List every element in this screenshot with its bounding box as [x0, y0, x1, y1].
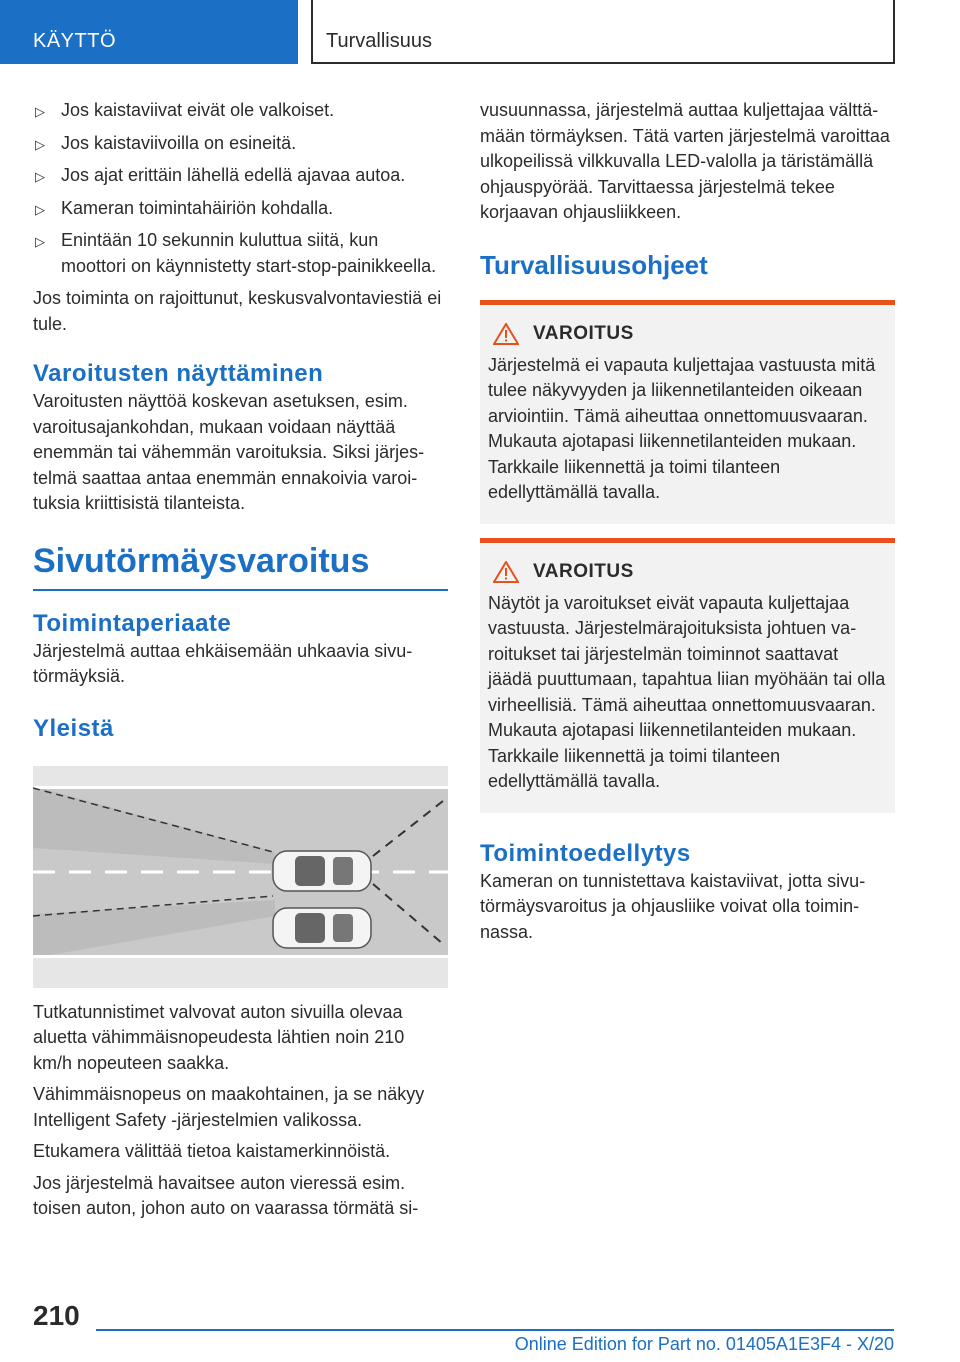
principle-heading: Toimintaperiaate [33, 609, 232, 637]
chapter-tab [0, 0, 298, 64]
min-speed-text: Vähimmäisnopeus on maakohtainen, ja se näkyy Intelligent Safety -järjestelmien valikossa. [33, 1084, 425, 1130]
warnings-display-text: Varoitusten näyttöä koskevan asetuksen, esim. varoitusajankohdan, mukaan voidaan näyttää enemmän tai vähemmän varoituksia. Siksi järjestelmä saattaa antaa enemmän ennakoivia varoituksia kriittisistä tilanteista. [33, 391, 425, 513]
radar-text: Tutkatunnistimet valvovat auton sivuilla olevaa aluetta vähimmäisnopeudesta lähtien noin 210 km/h nopeuteen saakka. [33, 1001, 405, 1073]
car-top [273, 851, 371, 891]
general-heading: Yleistä [33, 714, 114, 742]
warning-text: Näytöt ja varoitukset eivät vapauta kuljettajaa vastuusta. Järjestelmärajoituksista johtuen varoitukset tai järjestelmän toiminnot saattavat jäädä puuttumaan, tapahtua liian myöhään tai olla virheellisiä. Tämä aiheuttaa onnettomuusvaaran. Mukauta ajotapasi liikennetilanteiden mukaan. Tarkkaile liikennettä ja toimi tilanteen edellyttämällä tavalla. [488, 592, 886, 791]
requirement-heading: Toimintoedellytys [480, 839, 691, 867]
warning-text: Järjestelmä ei vapauta kuljettajaa vastuusta mitä tulee näkyvyyden ja liikennetilanteiden oikeaan arviointiin. Tämä aiheuttaa onnettomuusvaaran. Mukauta ajotapasi liikennetilanteiden mukaan. Tarkkaile liikennettä ja toimi tilanteen edellyttämällä tavalla. [488, 354, 876, 502]
triangle-bullet-icon: ▷ [35, 169, 45, 184]
lane-illustration [33, 766, 448, 988]
chapter-title: KÄYTTÖ [33, 30, 117, 52]
car-bottom [273, 908, 371, 948]
requirement-text: Kameran on tunnistettava kaistaviivat, jotta sivutörmäysvaroitus ja ohjausliike voivat olla toiminnassa. [480, 870, 866, 942]
warning-box [480, 300, 895, 524]
triangle-bullet-icon: ▷ [35, 234, 45, 249]
warning-box [480, 538, 895, 813]
list-item: ▷ Enintään 10 sekunnin kuluttua siitä, kun moottori on käynnistetty start-stop-painikkeella. [35, 230, 437, 276]
car-lane-diagram-icon [33, 766, 448, 988]
triangle-bullet-icon: ▷ [35, 136, 45, 152]
page-number: 210 [33, 1300, 80, 1331]
triangle-bullet-icon: ▷ [35, 201, 45, 217]
list-item: ▷ Kameran toimintahäiriön kohdalla. [33, 196, 448, 222]
section-tab [311, 0, 895, 64]
warning-label: VAROITUS [533, 322, 634, 344]
warning-triangle-icon [493, 323, 519, 345]
warnings-display-heading: Varoitusten näyttäminen [33, 360, 324, 387]
detection-text: Jos järjestelmä havaitsee auton vieressä esim. toisen auton, johon auto on vaarassa törmätä si- [33, 1172, 419, 1218]
continued-text: vusuunnassa, järjestelmä auttaa kuljettajaa välttämään törmäyksen. Tätä varten järjestelmä varoittaa ulkopeilissä vilkkuvalla LED-valolla ja täristämällä ohjauspyörää. Tarvittaessa järjestelmä tekee korjaavan ohjausliikkeen. [480, 100, 890, 222]
camera-text: Etukamera välittää tietoa kaistamerkinnöistä. [33, 1141, 391, 1161]
principle-text: Järjestelmä auttaa ehkäisemään uhkaavia sivutörmäyksiä. [33, 640, 413, 686]
warning-label: VAROITUS [533, 560, 634, 582]
footer-divider [96, 1329, 894, 1331]
left-column [33, 98, 448, 1228]
limited-function-text: Jos toiminta on rajoittunut, keskusvalvontaviestiä ei tule. [33, 288, 442, 334]
right-column [480, 98, 895, 951]
list-item: ▷ Jos kaistaviivoilla on esineitä. [33, 131, 448, 157]
edition-text: Online Edition for Part no. 01405A1E3F4 - X/20 [514, 1334, 894, 1354]
list-item: ▷ Jos kaistaviivat eivät ole valkoiset. [33, 98, 448, 124]
section-title: Turvallisuus [326, 30, 432, 52]
page-title: Sivutörmäysvaroitus [33, 539, 448, 591]
triangle-bullet-icon: ▷ [35, 104, 45, 119]
condition-list [33, 98, 448, 279]
list-item: ▷ Jos ajat erittäin lähellä edellä ajavaa autoa. [33, 163, 448, 189]
warning-triangle-icon [493, 561, 519, 583]
safety-heading: Turvallisuusohjeet [480, 249, 708, 280]
